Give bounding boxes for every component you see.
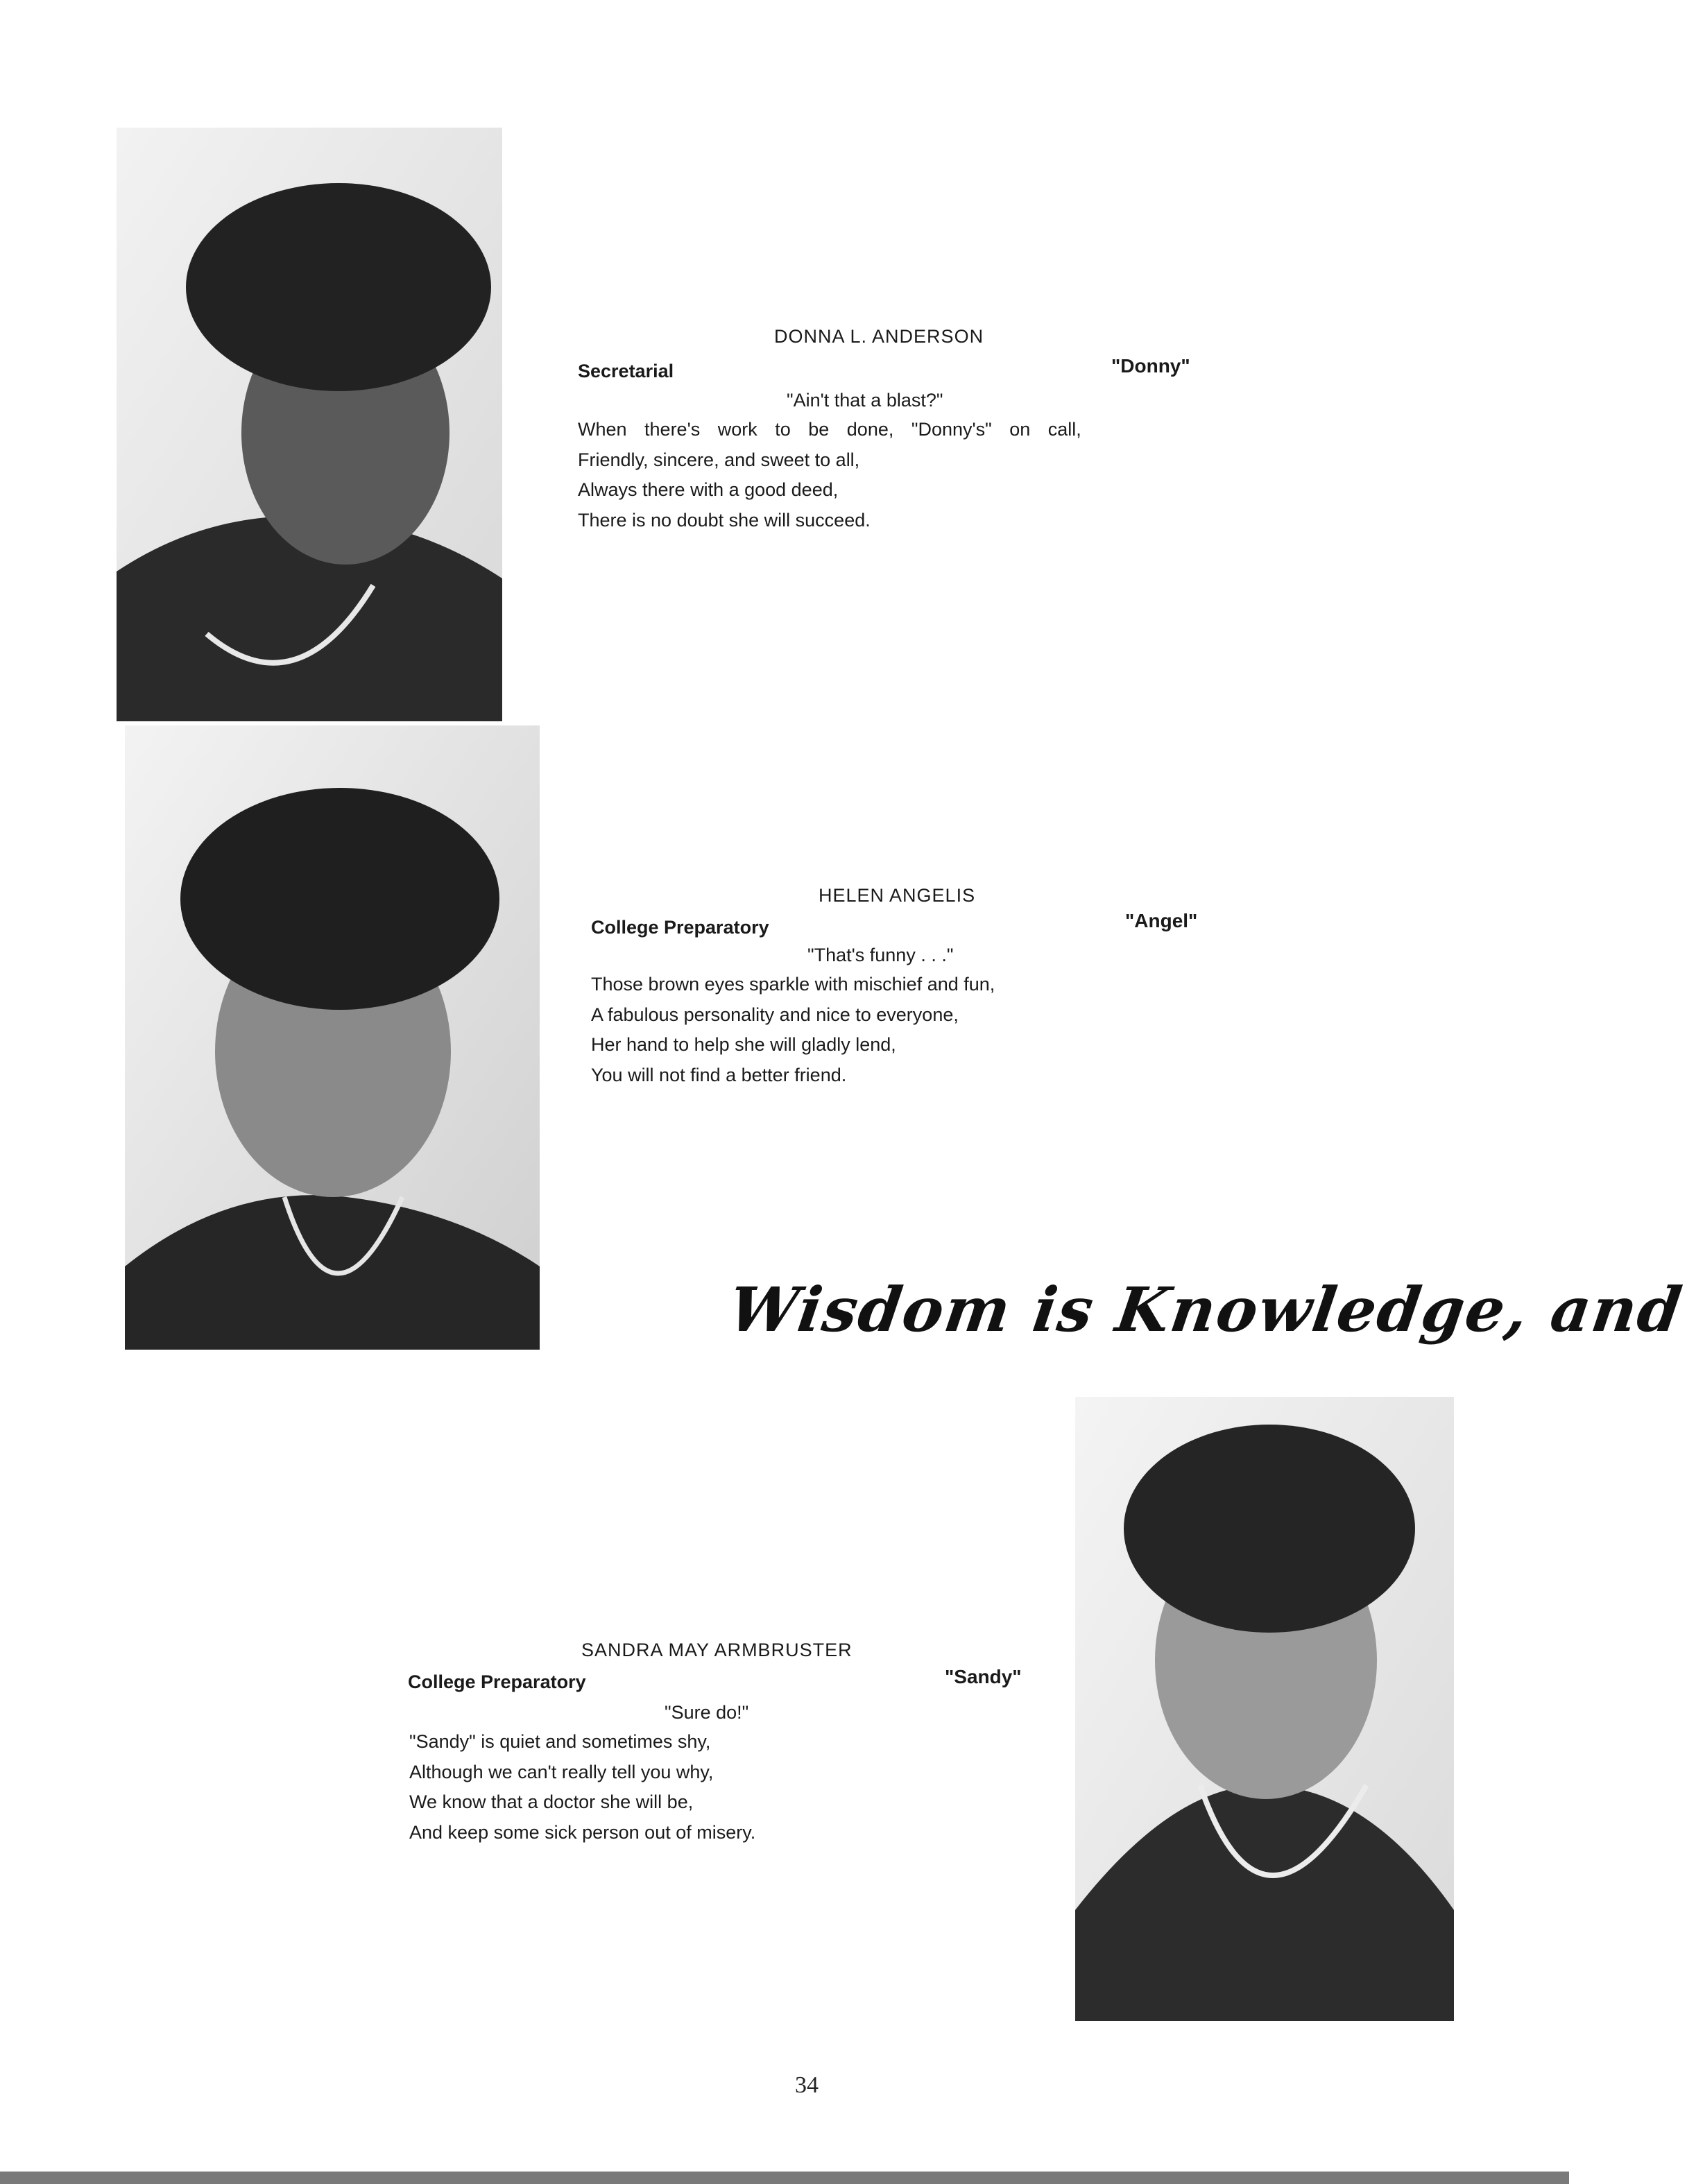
senior-name: HELEN ANGELIS: [819, 885, 976, 906]
page-number: 34: [795, 2072, 819, 2098]
senior-course: Secretarial: [578, 361, 674, 381]
senior-name: DONNA L. ANDERSON: [774, 326, 984, 347]
senior-nickname: "Sandy": [945, 1666, 1022, 1687]
portrait-helen-angelis: [125, 725, 540, 1350]
senior-verse: [591, 970, 995, 1090]
verse-line: Although we can't really tell you why,: [409, 1761, 714, 1782]
senior-nickname: "Angel": [1125, 910, 1198, 931]
senior-name: SANDRA MAY ARMBRUSTER: [581, 1640, 853, 1660]
senior-motto: "That's funny . . .": [807, 945, 954, 965]
portrait-sandra-armbruster: [1075, 1397, 1454, 2021]
senior-course: College Preparatory: [591, 917, 769, 938]
verse-line: You will not find a better friend.: [591, 1064, 847, 1085]
senior-verse: [409, 1727, 755, 1848]
verse-line: Those brown eyes sparkle with mischief and fun,: [591, 974, 995, 995]
verse-line: Friendly, sincere, and sweet to all,: [578, 449, 860, 470]
senior-verse: [578, 415, 1081, 535]
verse-line: And keep some sick person out of misery.: [409, 1821, 756, 1843]
portrait-donna-anderson: [117, 128, 502, 721]
verse-line: We know that a doctor she will be,: [409, 1791, 694, 1812]
verse-line: There is no doubt she will succeed.: [578, 509, 871, 531]
verse-line: "Sandy" is quiet and sometimes shy,: [409, 1731, 711, 1752]
verse-line: A fabulous personality and nice to everyone,: [591, 1004, 959, 1025]
verse-line: Her hand to help she will gladly lend,: [591, 1034, 896, 1055]
senior-course: College Preparatory: [408, 1671, 586, 1692]
verse-line: When there's work to be done, "Donny's" on call,: [578, 419, 1081, 440]
senior-motto: "Sure do!": [665, 1702, 749, 1723]
verse-line: Always there with a good deed,: [578, 479, 839, 500]
banner-heading: Wisdom is Knowledge, and: [724, 1273, 1687, 1345]
senior-nickname: "Donny": [1111, 355, 1190, 377]
senior-motto: "Ain't that a blast?": [787, 390, 943, 411]
page-bottom-edge: [0, 2172, 1569, 2184]
